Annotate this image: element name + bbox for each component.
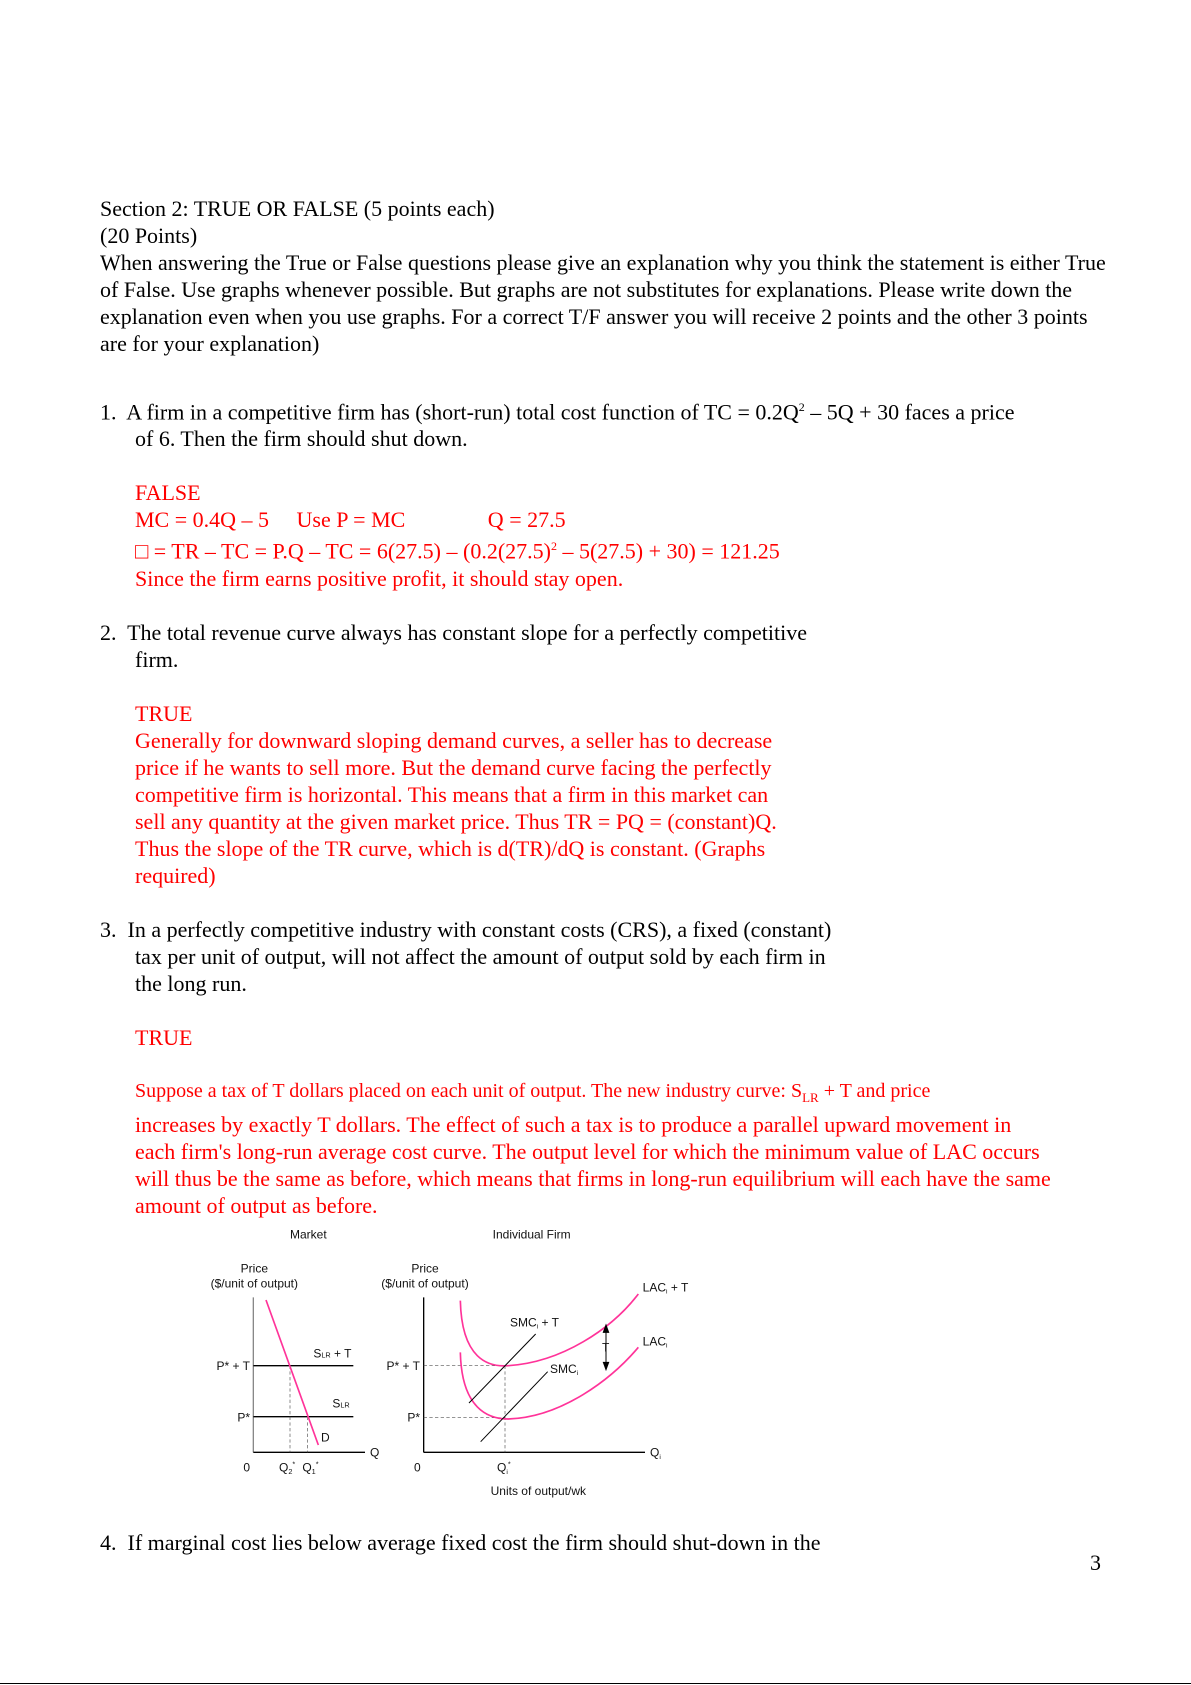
question-text: of 6. Then the firm should shut down.	[135, 426, 468, 452]
q1-star-label: $Q_1^*$	[302, 1459, 319, 1476]
question-text: If marginal cost lies below average fixed cost the firm should shut-down in the	[127, 1529, 821, 1555]
lac-plus-tax-curve	[460, 1294, 638, 1366]
answer-explanation: Suppose a tax of T dollars placed on each unit of output. The new industry curve: S	[135, 1079, 803, 1102]
question-3	[100, 916, 1110, 1219]
tax-label: T	[602, 1340, 610, 1355]
firm-q-label: $Q_i$	[650, 1444, 661, 1461]
points-label: (20 Points)	[100, 223, 198, 248]
answer-block	[100, 700, 795, 889]
market-title: Market	[289, 1226, 327, 1241]
lac-label: LACi	[642, 1334, 668, 1350]
answer-line: □ = TR – TC = P.Q – TC = 6(27.5) – (0.2(27.5)	[135, 538, 551, 564]
question-text: The total revenue curve always has constant slope for a perfectly competitive	[127, 619, 808, 645]
answer-line: Since the firm earns positive profit, it should stay open.	[135, 565, 624, 591]
market-p-star-label: P*	[237, 1410, 250, 1425]
smc-t-label: SMCi + T	[510, 1314, 559, 1330]
question-number: 3.	[100, 916, 117, 942]
page-content	[100, 195, 1110, 1556]
question-text: In a perfectly competitive industry with constant costs (CRS), a fixed (constant)	[127, 916, 832, 942]
lac-t-label: LACi + T	[642, 1280, 689, 1296]
firm-origin-label: 0	[414, 1459, 421, 1474]
answer-label: TRUE	[135, 700, 193, 726]
answer-explanation: + T and price	[818, 1079, 931, 1102]
answer-block	[100, 479, 1110, 591]
answer-label: FALSE	[135, 480, 201, 506]
market-price-units: ($/unit of output)	[210, 1275, 299, 1290]
smc-plus-tax-curve	[469, 1334, 536, 1403]
header-block	[100, 195, 1110, 357]
market-p-star-t-label: P* + T	[216, 1358, 250, 1373]
question-number: 4.	[100, 1529, 117, 1555]
answer-explanation: increases by exactly T dollars. The effect of such a tax is to produce a parallel upward movement in each firm's long-run average cost curve. The output level for which the minimum value of LAC occurs will thus be the same as before, which means that firms in long-run equilibrium will each have the same amount of output as before.	[135, 1111, 1051, 1218]
question-2	[100, 619, 1110, 889]
demand-curve	[266, 1300, 318, 1445]
smc-label: SMCi	[550, 1361, 579, 1377]
question-text: firm.	[135, 646, 179, 672]
firm-price-units: ($/unit of output)	[381, 1275, 469, 1290]
answer-block	[100, 1024, 1055, 1219]
demand-label: D	[321, 1430, 330, 1445]
page-number: 3	[1090, 1550, 1101, 1575]
answer-label: TRUE	[135, 1024, 193, 1050]
firm-price-label: Price	[411, 1260, 439, 1275]
question-text: tax per unit of output, will not affect the amount of output sold by each firm in the long run.	[135, 943, 826, 996]
superscript: 2	[550, 539, 557, 554]
superscript: 2	[798, 400, 805, 414]
market-q-label: Q	[370, 1444, 380, 1459]
answer-line: – 5(27.5) + 30) = 121.25	[556, 538, 780, 564]
question-number: 2.	[100, 619, 117, 645]
tax-diagram	[130, 1219, 780, 1509]
question-1	[100, 394, 1110, 592]
smc-curve	[481, 1371, 548, 1441]
question-text: A firm in a competitive firm has (short-run) total cost function of TC = 0.2Q	[126, 399, 799, 425]
section-title: Section 2: TRUE OR FALSE (5 points each)	[100, 196, 495, 221]
subscript: LR	[802, 1089, 819, 1105]
instructions: When answering the True or False questions please give an explanation why you think the statement is either True of False. Use graphs whenever possible. But graphs are not substitutes for explanations. Please write down the explanation even when you use graphs. For a correct T/F answer you will receive 2 points and the other 3 points are for your explanation)	[100, 250, 1106, 356]
qi-star-label: $Q_i^*$	[497, 1459, 511, 1476]
market-price-label: Price	[240, 1260, 269, 1275]
firm-p-star-label: P*	[407, 1410, 420, 1425]
question-number: 1.	[100, 399, 117, 425]
market-origin-label: 0	[243, 1459, 251, 1474]
page-bottom-border	[0, 1683, 1191, 1684]
firm-title: Individual Firm	[492, 1226, 571, 1241]
q2-star-label: $Q_2^*$	[279, 1459, 296, 1476]
question-text: – 5Q + 30 faces a price	[804, 399, 1015, 425]
question-4	[100, 1529, 1110, 1556]
s-lr-t-label: SLR + T	[313, 1345, 352, 1360]
answer-line: MC = 0.4Q – 5 Use P = MC Q = 27.5	[135, 507, 566, 533]
answer-explanation: Generally for downward sloping demand curves, a seller has to decrease price if he wants to sell more. But the demand curve facing the perfectly competitive firm is horizontal. This means that a firm in this market can sell any quantity at the given market price. Thus TR = PQ = (constant)Q. Thus the slope of the TR curve, which is d(TR)/dQ is constant. (Graphs required)	[135, 727, 777, 888]
x-axis-label: Units of output/wk	[490, 1483, 587, 1498]
s-lr-label: SLR	[332, 1395, 350, 1410]
firm-p-star-t-label: P* + T	[386, 1358, 420, 1373]
